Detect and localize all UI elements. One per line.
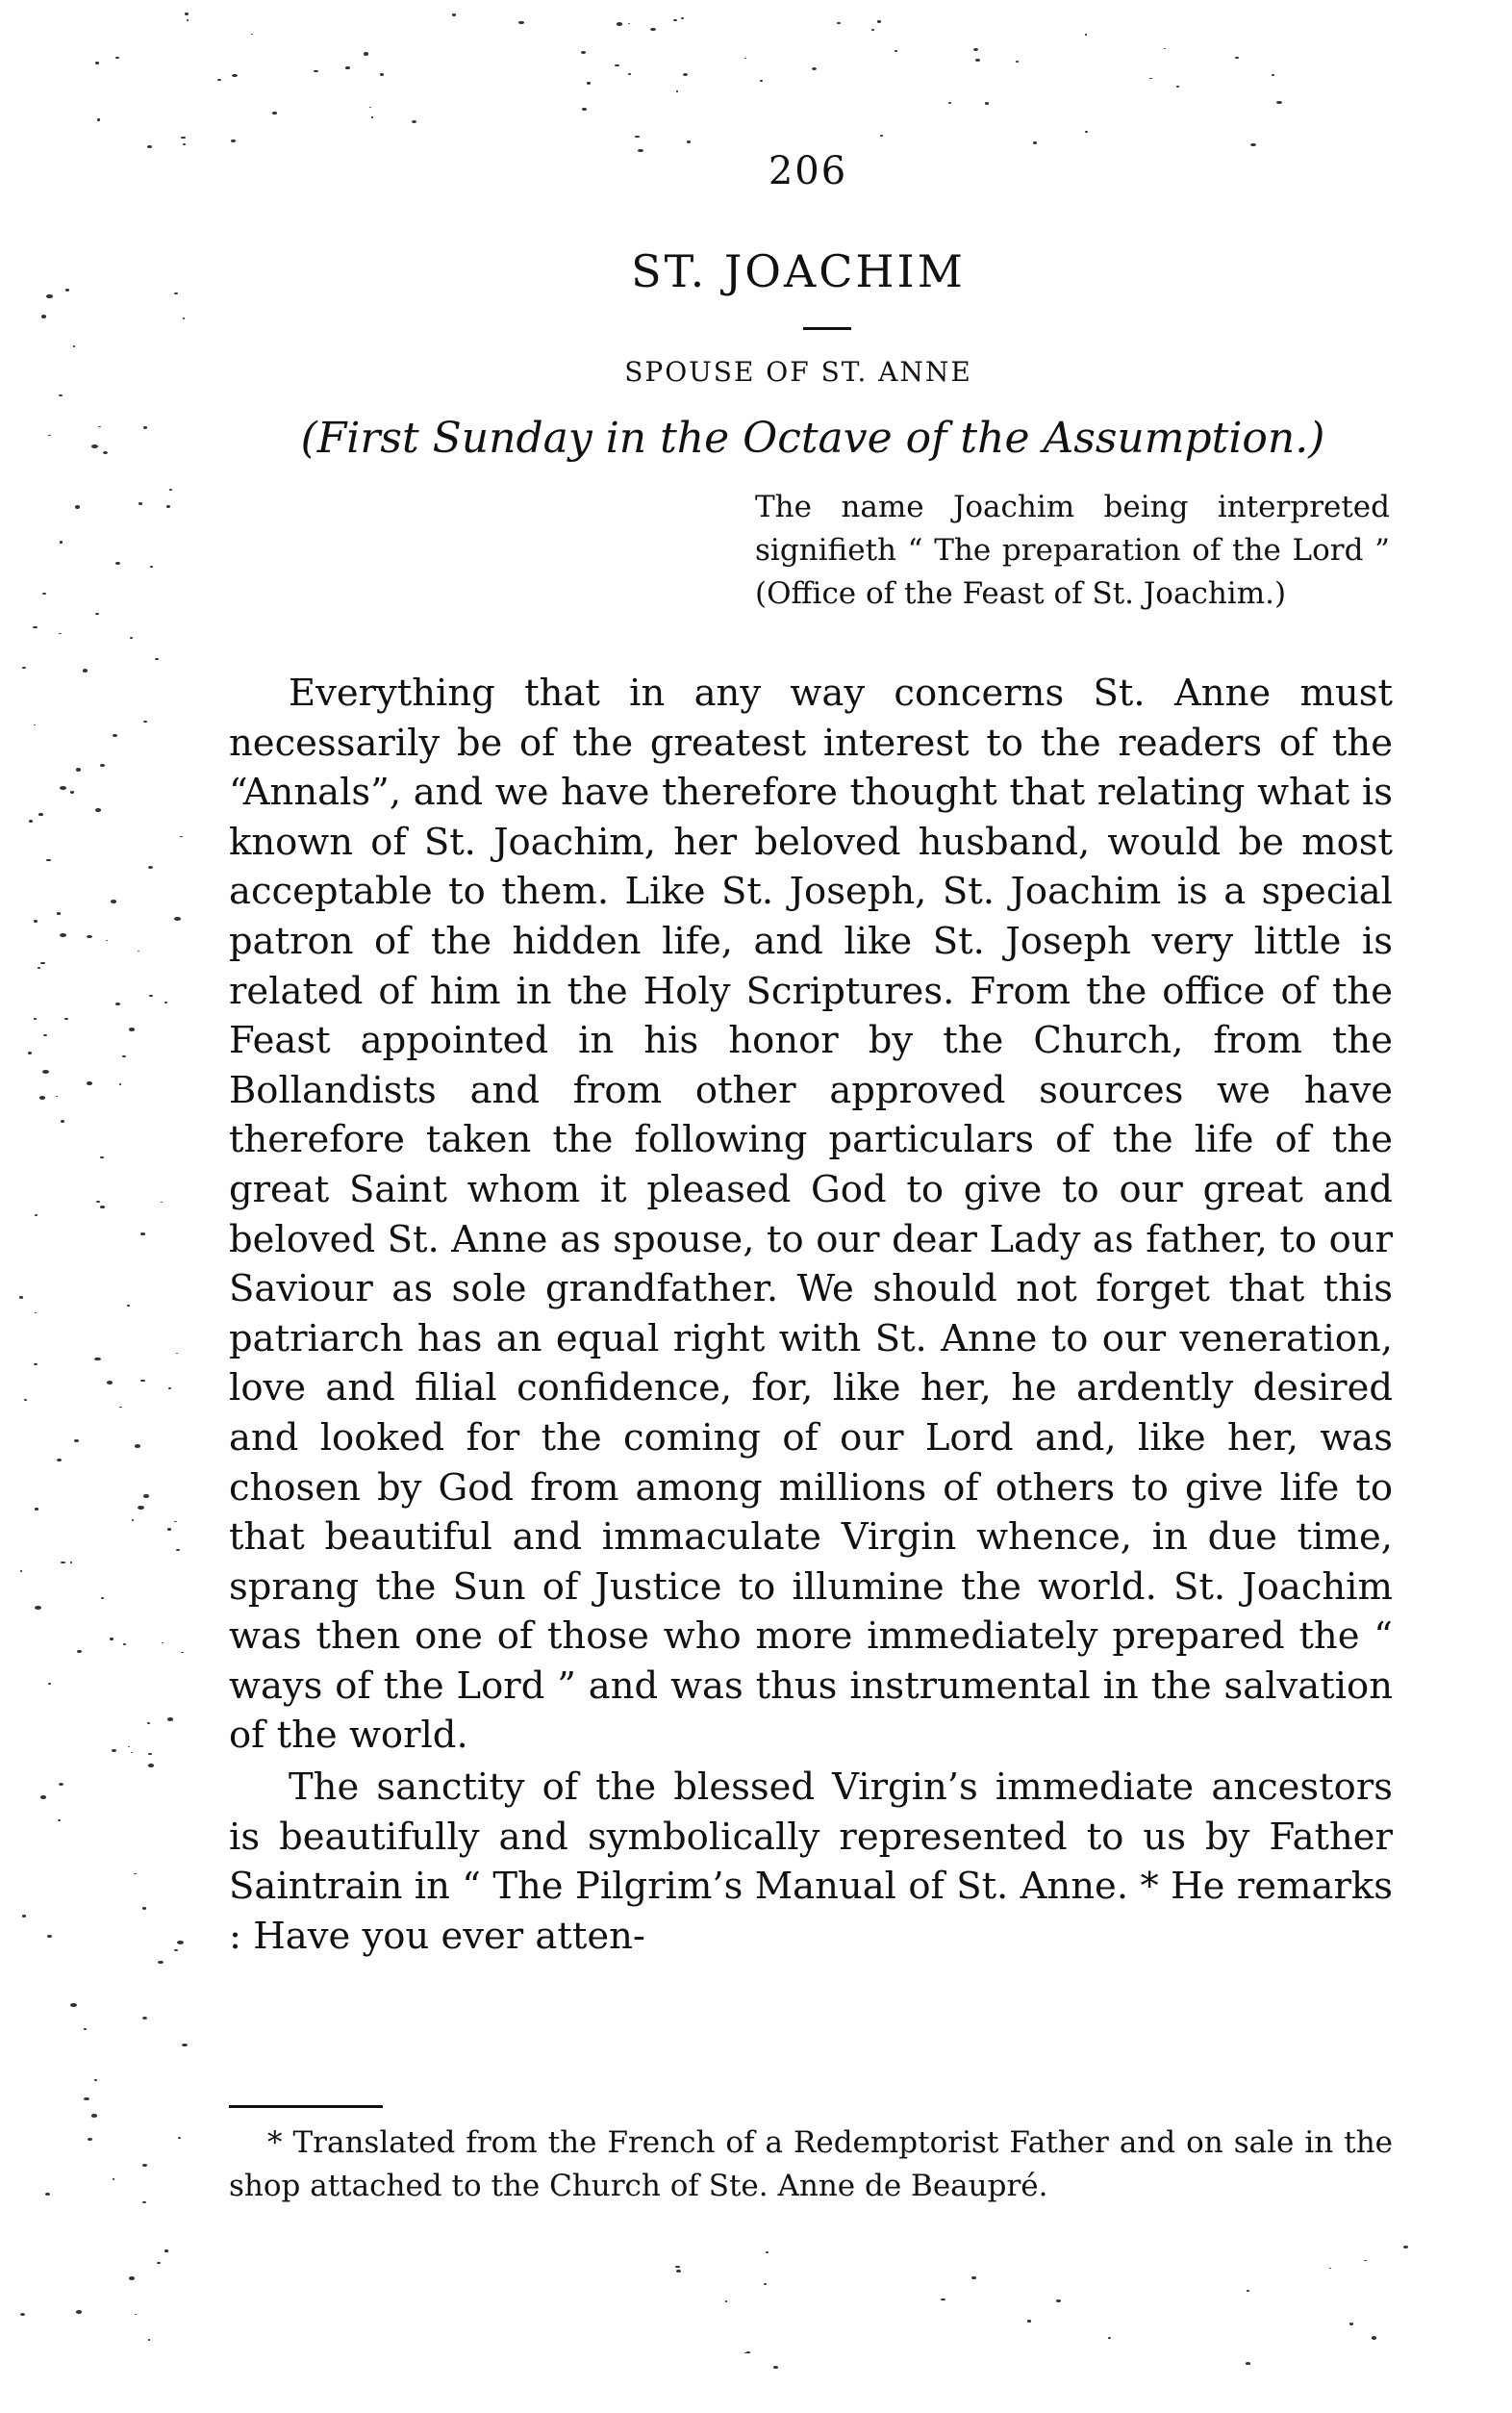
scan-speck [973, 48, 979, 51]
body-text [229, 669, 1393, 1961]
scan-speck [628, 23, 630, 24]
scan-speck [635, 136, 639, 139]
scan-speck [812, 67, 817, 70]
footnote-rule [229, 2105, 383, 2108]
scan-speck [134, 1873, 136, 1874]
scan-speck [60, 786, 66, 790]
scan-speck [147, 1722, 150, 1724]
scan-speck [140, 1380, 145, 1383]
scan-speck [837, 22, 841, 24]
scan-speck [143, 426, 147, 428]
scan-speck [35, 1606, 41, 1610]
page-title: ST. JOACHIM [631, 245, 966, 297]
scan-speck [1329, 2268, 1332, 2270]
scan-speck [174, 917, 180, 921]
scan-speck [119, 1083, 121, 1084]
scan-speck [177, 1941, 184, 1944]
scan-speck [587, 82, 592, 85]
scan-speck [143, 721, 147, 723]
scan-speck [19, 1296, 23, 1299]
scan-speck [161, 1202, 163, 1203]
scan-speck [581, 51, 586, 54]
scan-speck [38, 813, 42, 816]
scan-speck [130, 637, 133, 639]
scan-speck [95, 613, 99, 616]
scan-speck [167, 1528, 171, 1530]
scan-speck [187, 19, 189, 21]
scan-speck [582, 108, 587, 111]
scan-speck [20, 1570, 22, 1571]
scan-speck [129, 2276, 135, 2280]
scan-speck [1364, 2260, 1367, 2262]
scan-speck [84, 2097, 89, 2100]
footnote-text: * Translated from the French of a Redemptorist Father and on sale in the shop attached to the Church of Ste. Anne de Beaupré. [229, 2125, 1393, 2203]
scan-speck [232, 74, 238, 77]
scan-speck [48, 435, 51, 437]
scan-speck [628, 73, 631, 75]
scan-speck [41, 315, 47, 318]
scan-speck [615, 64, 618, 66]
scan-speck [148, 2339, 151, 2341]
scan-speck [176, 1353, 178, 1354]
scan-speck [147, 145, 153, 149]
scan-speck [135, 1444, 140, 1448]
occasion-line: (First Sunday in the Octave of the Assumption.) [300, 414, 1325, 463]
scan-speck [142, 2164, 148, 2167]
scan-speck [119, 1407, 121, 1408]
scan-speck [65, 289, 69, 292]
scan-speck [725, 2300, 727, 2301]
page-number: 206 [768, 149, 848, 193]
scan-speck [380, 73, 384, 75]
scan-speck [675, 2266, 679, 2269]
scan-speck [1276, 101, 1281, 104]
scan-speck [178, 2137, 181, 2139]
scan-speck [1403, 2246, 1408, 2248]
scan-speck [40, 1795, 46, 1799]
scan-speck [168, 1387, 171, 1389]
scan-speck [971, 2276, 975, 2279]
scan-speck [60, 541, 63, 543]
scan-speck [1235, 57, 1239, 59]
scan-speck [1056, 2299, 1061, 2302]
scan-speck [452, 13, 456, 16]
scan-speck [169, 489, 172, 491]
scan-speck [29, 820, 33, 823]
scan-speck [676, 2270, 682, 2273]
scan-speck [101, 1597, 104, 1599]
scan-speck [87, 935, 92, 939]
title-rule [803, 327, 851, 330]
scan-speck [369, 107, 372, 109]
scan-speck [83, 669, 88, 672]
scan-speck [34, 920, 38, 922]
scan-speck [1247, 2290, 1249, 2292]
scan-speck [518, 21, 524, 24]
scan-speck [1027, 2320, 1032, 2323]
scan-speck [183, 143, 186, 145]
scan-speck [1016, 61, 1019, 63]
scan-speck [95, 62, 99, 64]
scan-speck [35, 1214, 38, 1216]
scan-speck [164, 1002, 167, 1003]
scan-speck [617, 22, 622, 26]
scan-speck [176, 1549, 180, 1551]
scan-speck [148, 1753, 151, 1755]
scan-speck [70, 791, 75, 794]
scan-speck [103, 451, 108, 454]
scan-speck [59, 633, 62, 635]
scan-speck [115, 1003, 120, 1005]
scan-speck [135, 2314, 137, 2315]
subtitle: SPOUSE OF ST. ANNE [624, 356, 972, 388]
scan-speck [76, 2310, 82, 2314]
scan-speck [764, 2283, 768, 2285]
scan-speck [61, 1120, 65, 1123]
scan-speck [157, 2262, 161, 2264]
scan-speck [22, 667, 25, 669]
scan-speck [895, 50, 897, 52]
scan-speck [166, 505, 170, 507]
scan-speck [1250, 143, 1255, 146]
scan-speck [88, 2138, 92, 2141]
scan-speck [39, 1096, 45, 1100]
scan-speck [345, 66, 350, 69]
scan-speck [1085, 131, 1088, 133]
scan-speck [231, 140, 236, 142]
scan-speck [150, 566, 153, 568]
scan-speck [77, 1650, 82, 1653]
scan-speck [20, 2313, 25, 2316]
scan-speck [760, 80, 763, 82]
scan-speck [97, 118, 101, 120]
scan-speck [1085, 34, 1087, 35]
scan-speck [122, 1055, 125, 1057]
scan-speck [1246, 2362, 1250, 2365]
scan-speck [42, 1070, 49, 1074]
scan-speck [84, 2028, 86, 2029]
scan-speck [975, 59, 981, 62]
scan-speck [46, 294, 52, 298]
scan-speck [74, 1439, 79, 1442]
scan-speck [142, 2201, 146, 2204]
scan-speck [38, 967, 40, 969]
scan-speck [181, 137, 185, 140]
scan-speck [100, 764, 105, 767]
scan-speck [91, 444, 98, 448]
scan-speck [128, 1746, 130, 1747]
scan-speck [1164, 48, 1166, 49]
scan-speck [181, 1652, 184, 1654]
scan-speck [115, 57, 118, 59]
scan-speck [941, 2299, 945, 2301]
paragraph-1: Everything that in any way concerns St. Anne must necessarily be of the greatest interest to the readers of the “Annals”, and we have therefore thought that relating what is known of St. Joachim, her beloved husband, would be most acceptable to them. Like St. Joseph, St. Joachim is a special patron of the hidden life, and like St. Joseph very little is related of him in the Holy Scriptures. From the office of the Feast appointed in his honor by the Church, from the Bollandists and from other approved sources we have therefore taken the following particulars of the life of the great Saint whom it pleased God to give to our great and beloved St. Anne as spouse, to our dear Lady as father, to our Saviour as sole grandfather. We should not forget that this patriarch has an equal right with St. Anne to our veneration, love and filial confidence, for, like her, he ardently desired and looked for the coming of our Lord and, like her, was chosen by God from among millions of others to give life to that beautiful and immaculate Virgin whence, in due time, sprang the Sun of Justice to illumine the world. St. Joachim was then one of those who more immediately prepared the “ ways of the Lord ” and was thus instrumental in the salvation of the world. [229, 672, 1393, 1758]
scan-speck [744, 58, 747, 60]
scan-speck [650, 28, 655, 31]
footnote [229, 2121, 1393, 2208]
scan-speck [87, 1081, 92, 1085]
scan-speck [94, 1358, 100, 1361]
scan-speck [98, 426, 101, 428]
scan-speck [174, 1949, 178, 1951]
scan-speck [1272, 74, 1274, 76]
scan-speck [59, 1783, 63, 1786]
scan-speck [35, 1508, 38, 1510]
scan-speck [139, 502, 142, 505]
scan-speck [174, 1521, 177, 1523]
scan-speck [57, 1459, 62, 1461]
scan-speck [43, 1034, 46, 1036]
scan-speck [773, 2366, 778, 2369]
scan-speck [149, 995, 153, 997]
scan-speck [155, 658, 159, 660]
scan-speck [115, 562, 121, 565]
scan-speck [127, 1305, 129, 1306]
scan-speck [164, 2249, 168, 2251]
scan-speck [272, 112, 277, 114]
scan-speck [100, 1156, 103, 1158]
scan-speck [35, 1312, 37, 1313]
scan-speck [681, 17, 684, 19]
scan-speck [111, 900, 116, 903]
scan-speck [94, 2079, 97, 2081]
scan-speck [871, 29, 874, 31]
scan-speck [100, 1206, 105, 1208]
scan-speck [142, 1907, 147, 1910]
scan-speck [24, 1399, 27, 1401]
scan-speck [91, 2114, 97, 2117]
scan-speck [1176, 86, 1180, 88]
scan-speck [143, 1494, 149, 1498]
scan-speck [185, 13, 189, 14]
scan-speck [142, 2017, 148, 2019]
scan-speck [75, 505, 80, 508]
scan-speck [687, 140, 692, 143]
scan-speck [1033, 141, 1037, 144]
scan-speck [34, 1018, 36, 1019]
scan-speck [174, 292, 178, 294]
scan-speck [112, 1749, 116, 1752]
scan-speck [138, 951, 139, 952]
scan-speck [40, 962, 45, 965]
scan-speck [1108, 2337, 1112, 2339]
scan-speck [217, 79, 221, 81]
scan-speck [180, 836, 182, 837]
scan-speck [162, 1642, 164, 1643]
scan-speck [251, 34, 253, 35]
scan-speck [1149, 78, 1152, 80]
scan-speck [42, 593, 46, 595]
scan-speck [59, 394, 63, 396]
scan-speck [683, 73, 688, 76]
scan-speck [158, 1961, 164, 1965]
scan-speck [110, 1638, 113, 1639]
scan-speck [95, 808, 101, 812]
scan-speck [985, 102, 989, 105]
scan-speck [61, 1562, 64, 1563]
epigraph: The name Joachim being interpreted signifieth “ The preparation of the Lord ” (Office of the Feast of St. Joachim.) [755, 490, 1390, 611]
scan-speck [56, 1096, 58, 1097]
scan-speck [131, 1752, 133, 1753]
scan-speck [673, 19, 676, 21]
scan-speck [70, 2003, 77, 2007]
scan-speck [45, 2193, 50, 2196]
scan-speck [107, 1381, 113, 1384]
scan-speck [1372, 2336, 1377, 2340]
scan-speck [638, 149, 643, 152]
scan-speck [140, 1232, 145, 1235]
scan-speck [48, 1683, 51, 1685]
scan-speck [412, 120, 416, 123]
scan-speck [167, 1717, 173, 1721]
scan-speck [138, 1506, 144, 1510]
scan-speck [60, 933, 66, 937]
scan-speck [148, 1764, 154, 1767]
scan-speck [132, 1519, 134, 1520]
scan-speck [73, 345, 75, 346]
scan-speck [113, 2178, 114, 2179]
scan-speck [182, 2044, 188, 2046]
scan-speck [148, 866, 153, 869]
scan-speck [46, 859, 50, 862]
scan-speck [28, 1052, 32, 1054]
scan-speck [33, 626, 37, 629]
scan-speck [64, 1018, 68, 1020]
scan-speck [57, 912, 61, 914]
scan-speck [314, 70, 317, 73]
scan-speck [746, 2351, 749, 2353]
scan-speck [58, 1819, 62, 1821]
scan-speck [76, 768, 82, 771]
scan-speck [34, 724, 37, 726]
scan-speck [96, 1201, 100, 1203]
scan-speck [22, 1915, 26, 1917]
scan-speck [106, 940, 108, 941]
scan-speck [948, 102, 951, 104]
scan-speck [371, 116, 374, 118]
scan-speck [113, 734, 117, 737]
scan-speck [123, 1643, 126, 1645]
scan-speck [766, 2251, 769, 2253]
scan-speck [34, 1363, 37, 1365]
scan-speck [880, 135, 883, 137]
scan-speck [676, 90, 678, 91]
scan-speck [47, 1935, 52, 1938]
paragraph-2: The sanctity of the blessed Virgin’s immediate ancestors is beautifully and symbolically represented to us by Father Saintrain in “ The Pilgrim’s Manual of St. Anne. * He remarks : Have you ever atten- [229, 1765, 1393, 1958]
scan-speck [364, 52, 368, 55]
scan-speck [1349, 2323, 1353, 2324]
scan-speck [877, 20, 881, 22]
scan-speck [129, 1028, 135, 1030]
